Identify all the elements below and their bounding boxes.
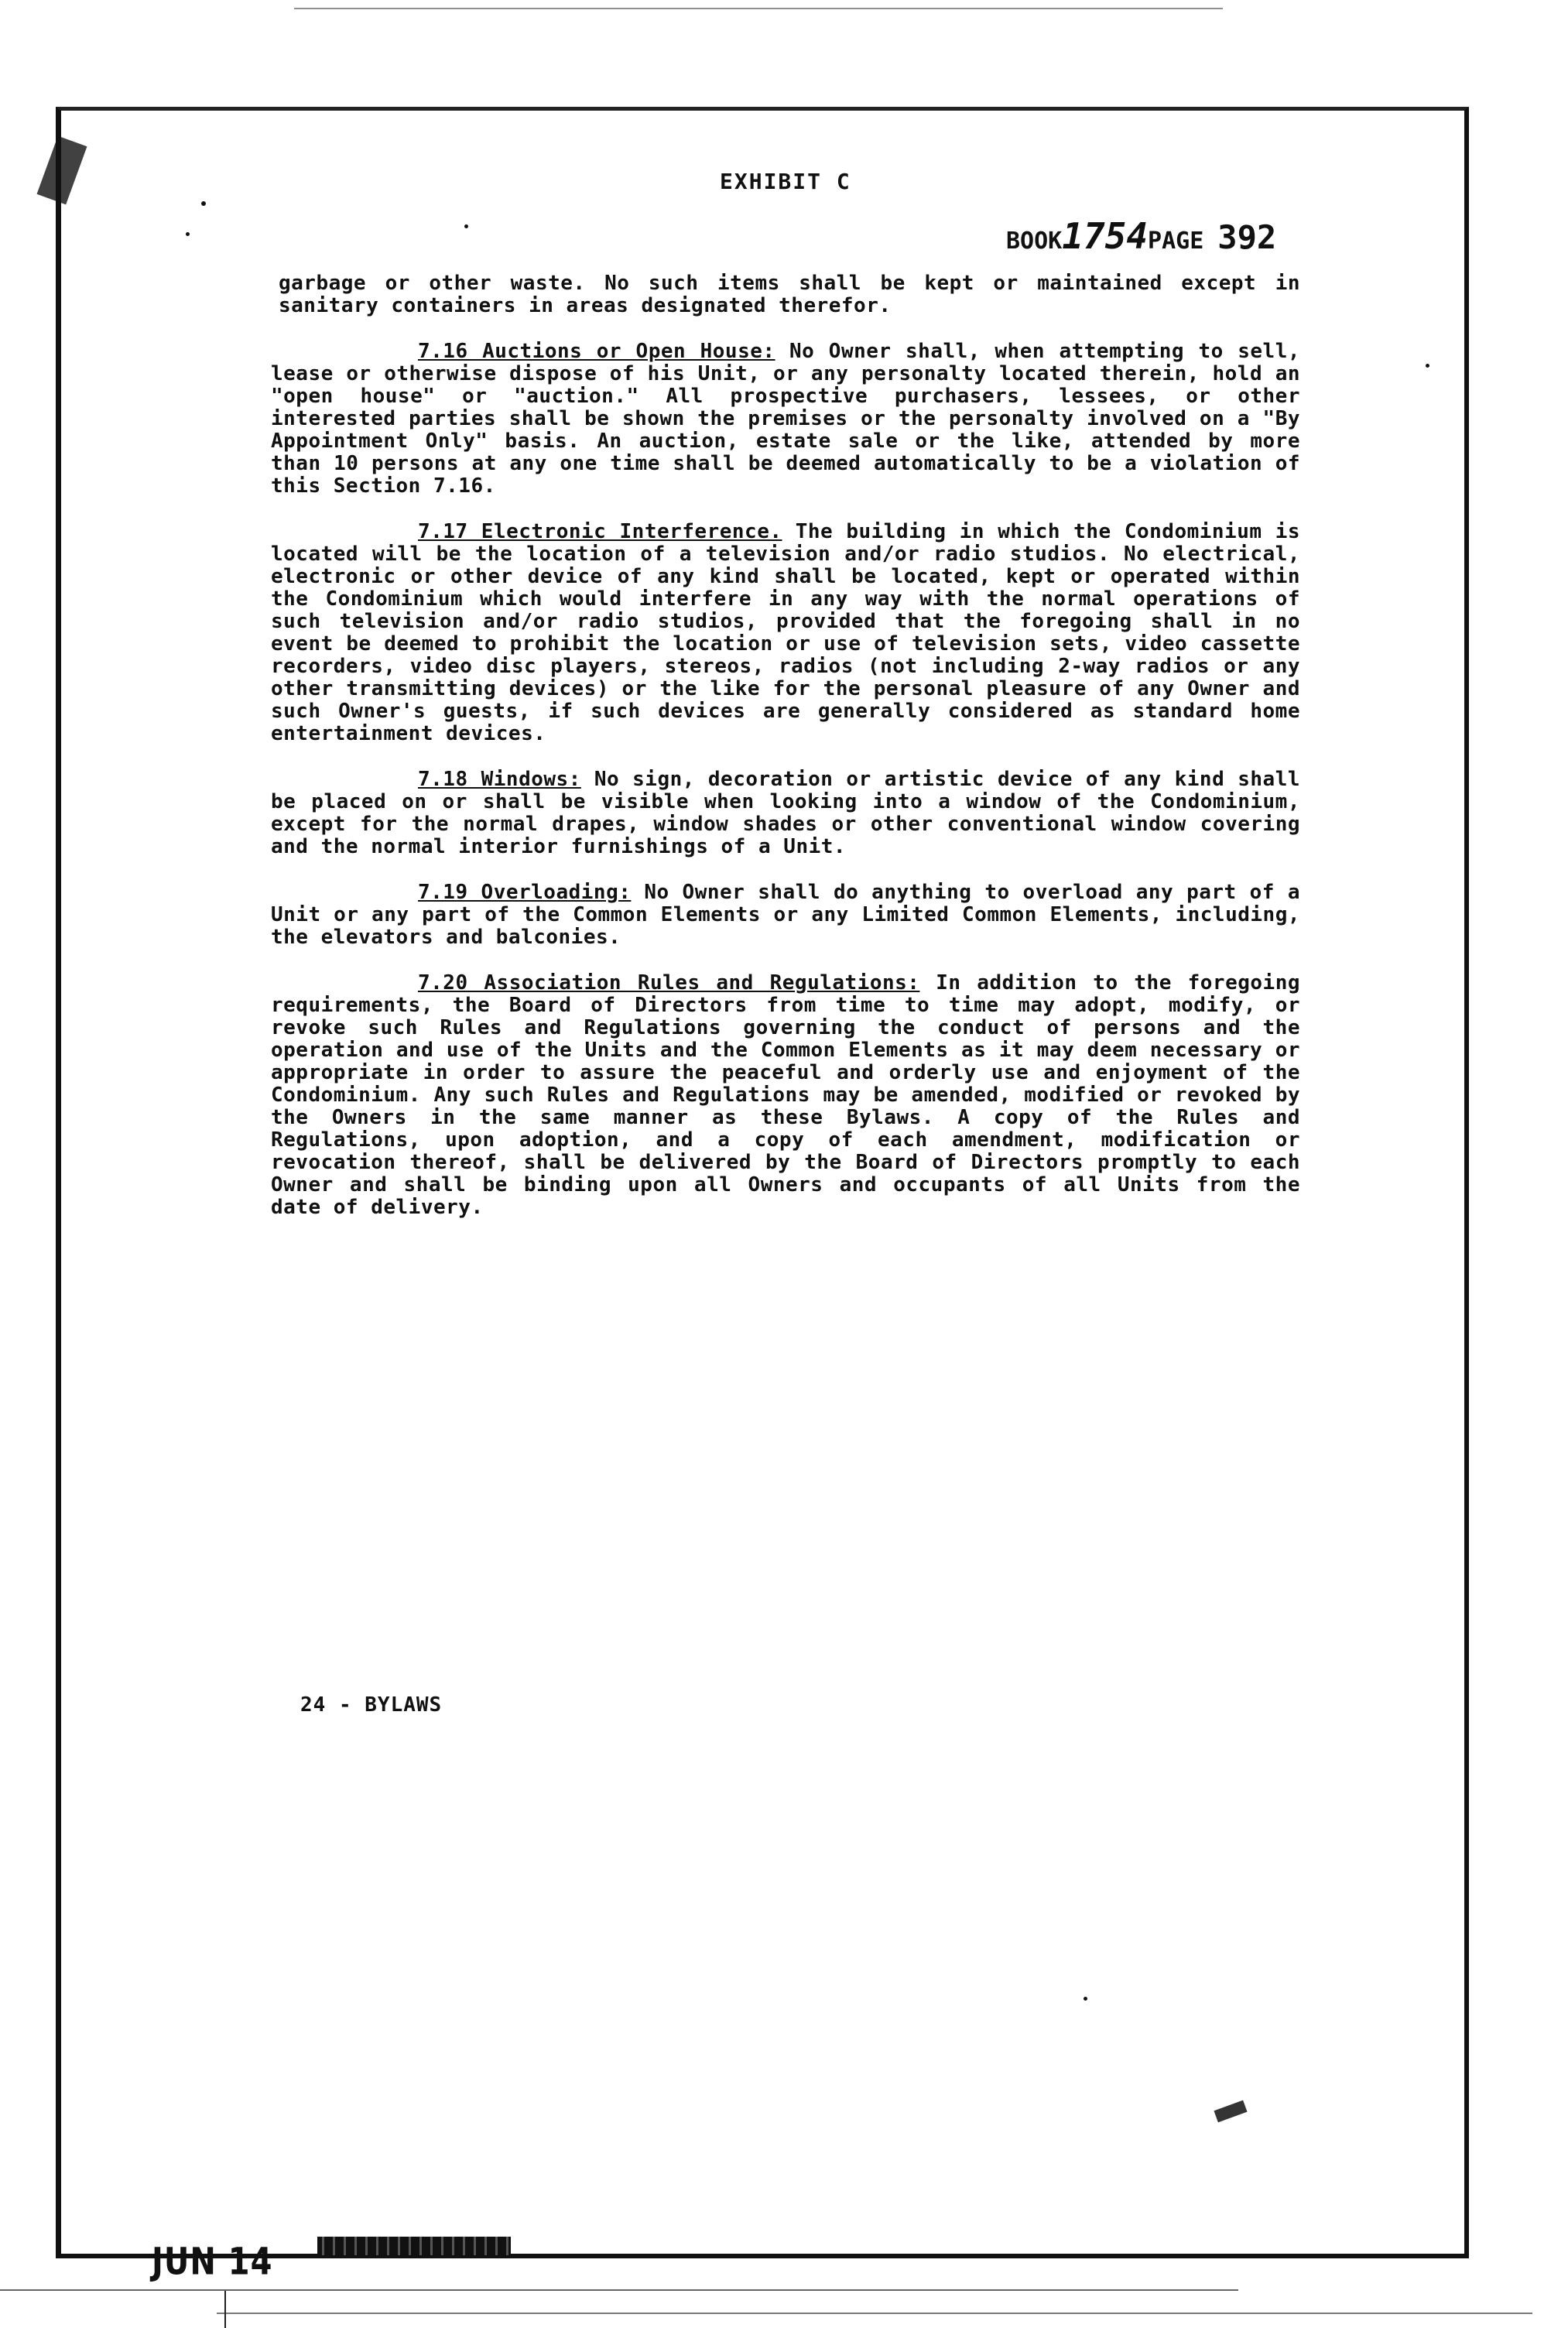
book-page-reference [1006, 215, 1276, 257]
speck [1426, 364, 1429, 368]
page-number: 392 [1217, 218, 1277, 256]
paragraph-7-17 [271, 521, 1300, 745]
book-number: 1754 [1062, 215, 1149, 257]
speck [1084, 1997, 1087, 2001]
speck [186, 232, 190, 236]
exhibit-label: EXHIBIT C [720, 169, 851, 194]
speck [464, 224, 468, 228]
section-heading: 7.19 Overloading: [418, 881, 632, 904]
bottom-scan-line-2 [217, 2313, 1532, 2314]
paragraph-7-19 [271, 882, 1300, 949]
left-edge-line [224, 2291, 226, 2328]
paragraph-7-16 [271, 341, 1300, 498]
paragraph-text: In addition to the foregoing requirements, the Board of Directors from time to time may adopt, modify, or revoke such Rules and Regulations governing the conduct of persons and the operation and use of the Units and the Common Elements as it may deem necessary or appropriate in order to assure the peaceful and orderly use and enjoyment of the Condominium. Any such Rules and Regulations may be amended, modified or revoked by the Owners in the same manner as these Bylaws. A copy of the Rules and Regulations, upon adoption, and a copy of each amendment, modification or revocation thereof, shall be delivered by the Board of Directors promptly to each Owner and shall be binding upon all Owners and occupants of all Units from the date of delivery. [271, 971, 1300, 1219]
page-label: PAGE [1148, 228, 1204, 255]
stamp-smear [317, 2237, 511, 2255]
bottom-scan-line [0, 2289, 1238, 2291]
paragraph-continuation [279, 272, 1300, 317]
paragraph-text: No sign, decoration or artistic device of any kind shall be placed on or shall be visible when looking into a window of the Condominium, except for the normal drapes, window shades or other conventional window covering and the normal interior furnishings of a Unit. [271, 768, 1300, 858]
section-heading: 7.17 Electronic Interference. [418, 520, 782, 543]
section-heading: 7.20 Association Rules and Regulations: [418, 971, 920, 995]
paragraph-text: garbage or other waste. No such items shall be kept or maintained except in sanitary containers in areas designated therefor. [279, 272, 1300, 317]
paragraph-7-18 [271, 769, 1300, 858]
section-heading: 7.16 Auctions or Open House: [418, 340, 775, 363]
book-label: BOOK [1006, 228, 1063, 255]
paragraph-text: The building in which the Condominium is located will be the location of a television and/or radio studios. No electrical, electronic or other device of any kind shall be located, kept or operated within the Condominium which would interfere in any way with the normal operations of such television and/or radio studios, provided that the foregoing shall in no event be deemed to prohibit the location or use of television sets, video cassette recorders, video disc players, stereos, radios (not including 2-way radios or any other transmitting devices) or the like for the personal pleasure of any Owner and such Owner's guests, if such devices are generally considered as standard home entertainment devices. [271, 520, 1301, 745]
speck [201, 201, 206, 206]
paragraph-text: No Owner shall, when attempting to sell, lease or otherwise dispose of his Unit, or any personalty located therein, hold an "open house" or "auction." All prospective purchasers, lessees, or other interested parties shall be shown the premises or the personalty involved on a "By Appointment Only" basis. An auction, estate sale or the like, attended by more than 10 persons at any one time shall be deemed automatically to be a violation of this Section 7.16. [271, 340, 1301, 498]
section-heading: 7.18 Windows: [418, 768, 581, 791]
page-footer: 24 - BYLAWS [300, 1693, 443, 1717]
top-scan-line [294, 8, 1223, 9]
paragraph-text: No Owner shall do anything to overload any part of a Unit or any part of the Common Elements or any Limited Common Elements, including, the elevators and balconies. [271, 881, 1301, 949]
document-body [271, 272, 1300, 1242]
date-stamp: JUN 14 [152, 2241, 273, 2284]
paragraph-7-20 [271, 972, 1300, 1219]
